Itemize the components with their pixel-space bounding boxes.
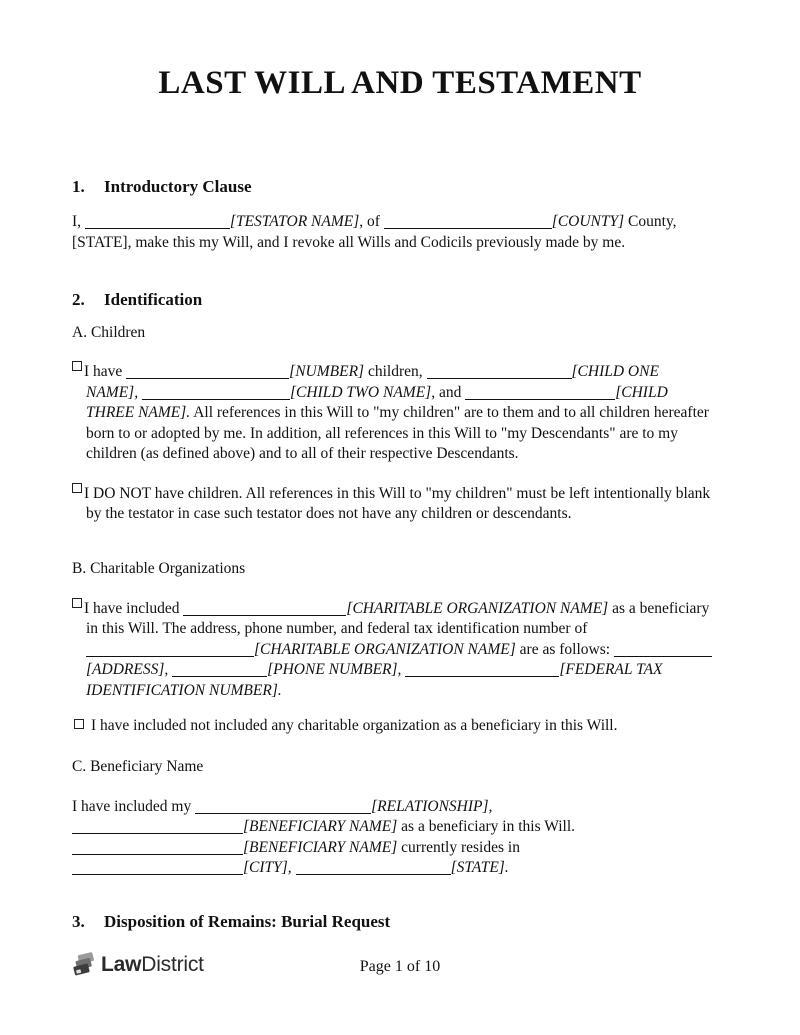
section-heading (72, 289, 740, 311)
blank-field[interactable] (195, 800, 371, 814)
text-line (72, 233, 740, 254)
placeholder-text: [CHARITABLE ORGANIZATION NAME] (346, 599, 609, 617)
placeholder-text: [CHILD (615, 383, 668, 401)
body-text: as a beneficiary in this Will. (397, 818, 576, 835)
checkbox[interactable] (72, 598, 82, 608)
text-line (86, 640, 740, 661)
placeholder-text: [BENEFICIARY NAME] (243, 818, 398, 835)
body-text: in this Will. The address, phone number, and federal tax identification number of (86, 620, 588, 637)
logo-text-district: District (141, 953, 204, 976)
body-text: children, (364, 363, 427, 380)
lawdistrict-logo-icon (72, 952, 98, 978)
checkbox[interactable] (72, 483, 82, 493)
section-heading (72, 176, 740, 198)
blank-field[interactable] (85, 215, 230, 229)
body-text: I DO NOT have children. All references in this Will to "my children" must be left intentionally blank (84, 484, 711, 502)
placeholder-text: NAME], (86, 383, 139, 401)
blank-field[interactable] (614, 643, 712, 657)
body-text: by the testator in case such testator does not have any children or descendants. (86, 505, 572, 522)
blank-field[interactable] (72, 820, 243, 834)
subsection-label: A. Children (72, 324, 146, 341)
placeholder-text: [RELATIONSHIP], (371, 797, 493, 815)
text-line (72, 797, 740, 818)
text-line (86, 403, 740, 424)
placeholder-text: [PHONE NUMBER], (267, 661, 402, 678)
text-line (86, 444, 740, 465)
paragraph (72, 361, 740, 465)
paragraph (72, 716, 740, 737)
body-text: currently resides in (397, 838, 520, 856)
body-text: , of (359, 213, 384, 230)
text-line (86, 660, 740, 681)
text-line (72, 858, 740, 879)
section-number: 3. (72, 911, 85, 931)
body-text: I, (72, 213, 85, 230)
placeholder-text: THREE NAME]. (86, 404, 191, 421)
body-text: [STATE], make this my Will, and I revoke all Wills and Codicils previously made by me. (72, 233, 626, 251)
text-line (72, 838, 740, 859)
blank-field[interactable] (465, 386, 615, 400)
paragraph (72, 598, 740, 702)
subsection-label: B. Charitable Organizations (72, 559, 246, 577)
body-text: born to or adopted by me. In addition, all references in this Will to "my Descendants" are to my (86, 424, 678, 442)
blank-field[interactable] (384, 215, 552, 229)
subsection-label: C. Beneficiary Name (72, 757, 204, 775)
text-line (86, 424, 740, 445)
text-line (72, 483, 740, 505)
section-title: Introductory Clause (104, 177, 252, 196)
paragraph (72, 797, 740, 879)
placeholder-text: [ADDRESS], (86, 661, 169, 678)
text-line (86, 619, 740, 640)
body-text: County, (624, 213, 677, 230)
text-line (86, 681, 740, 702)
text-line (72, 212, 740, 233)
placeholder-text: [CHARITABLE ORGANIZATION NAME] (254, 640, 516, 658)
document-title: LAST WILL AND TESTAMENT (158, 65, 642, 101)
section-title: Identification (104, 290, 203, 309)
placeholder-text: [CHILD ONE (571, 363, 659, 380)
text-line (86, 504, 740, 525)
text-line (72, 817, 740, 838)
blank-field[interactable] (183, 602, 346, 616)
text-line (72, 598, 740, 620)
page-footer (72, 948, 728, 992)
blank-field[interactable] (72, 861, 243, 875)
body-text: I have included not included any charitable organization as a beneficiary in this Will. (91, 717, 618, 734)
text-line (72, 361, 740, 383)
checkbox[interactable] (74, 719, 84, 729)
blank-field[interactable] (172, 663, 267, 677)
document-blocks (0, 176, 800, 933)
text-line (86, 383, 740, 404)
body-text: All references in this Will to "my children" are to them and to all children hereafter (190, 404, 709, 421)
section-number: 1. (72, 177, 85, 196)
paragraph (72, 212, 740, 253)
blank-field[interactable] (126, 365, 289, 379)
placeholder-text: [CHILD TWO NAME] (289, 383, 432, 401)
body-text: are as follows: (515, 640, 614, 658)
placeholder-text: [FEDERAL TAX (559, 661, 663, 678)
checkbox[interactable] (72, 361, 82, 371)
placeholder-text: IDENTIFICATION NUMBER]. (86, 681, 282, 699)
body-text: as a beneficiary (608, 599, 710, 617)
placeholder-text: [NUMBER] (289, 363, 365, 380)
body-text: I have included (84, 599, 184, 617)
body-text: I have included my (72, 797, 196, 815)
blank-field[interactable] (427, 365, 572, 379)
body-text: I have (84, 363, 127, 380)
blank-field[interactable] (86, 643, 254, 657)
section-heading (72, 911, 740, 933)
blank-field[interactable] (142, 386, 290, 400)
body-text: children (as defined above) and to all of their respective Descendants. (86, 445, 519, 462)
placeholder-text: [COUNTY] (551, 213, 625, 230)
body-text: , and (431, 383, 466, 401)
blank-field[interactable] (72, 841, 243, 855)
section-number: 2. (72, 290, 85, 309)
text-line (72, 716, 740, 737)
placeholder-text: [CITY], (243, 859, 292, 876)
paragraph (72, 483, 740, 525)
blank-field[interactable] (405, 663, 559, 677)
page-indicator: Page 1 of 10 (359, 958, 441, 975)
placeholder-text: [BENEFICIARY NAME] (243, 838, 398, 856)
placeholder-text: [STATE]. (450, 859, 509, 876)
placeholder-text: [TESTATOR NAME] (229, 213, 360, 230)
blank-field[interactable] (296, 861, 451, 875)
lawdistrict-logo (72, 952, 204, 978)
logo-text-law: Law (101, 953, 142, 976)
section-title: Disposition of Remains: Burial Request (104, 911, 391, 931)
